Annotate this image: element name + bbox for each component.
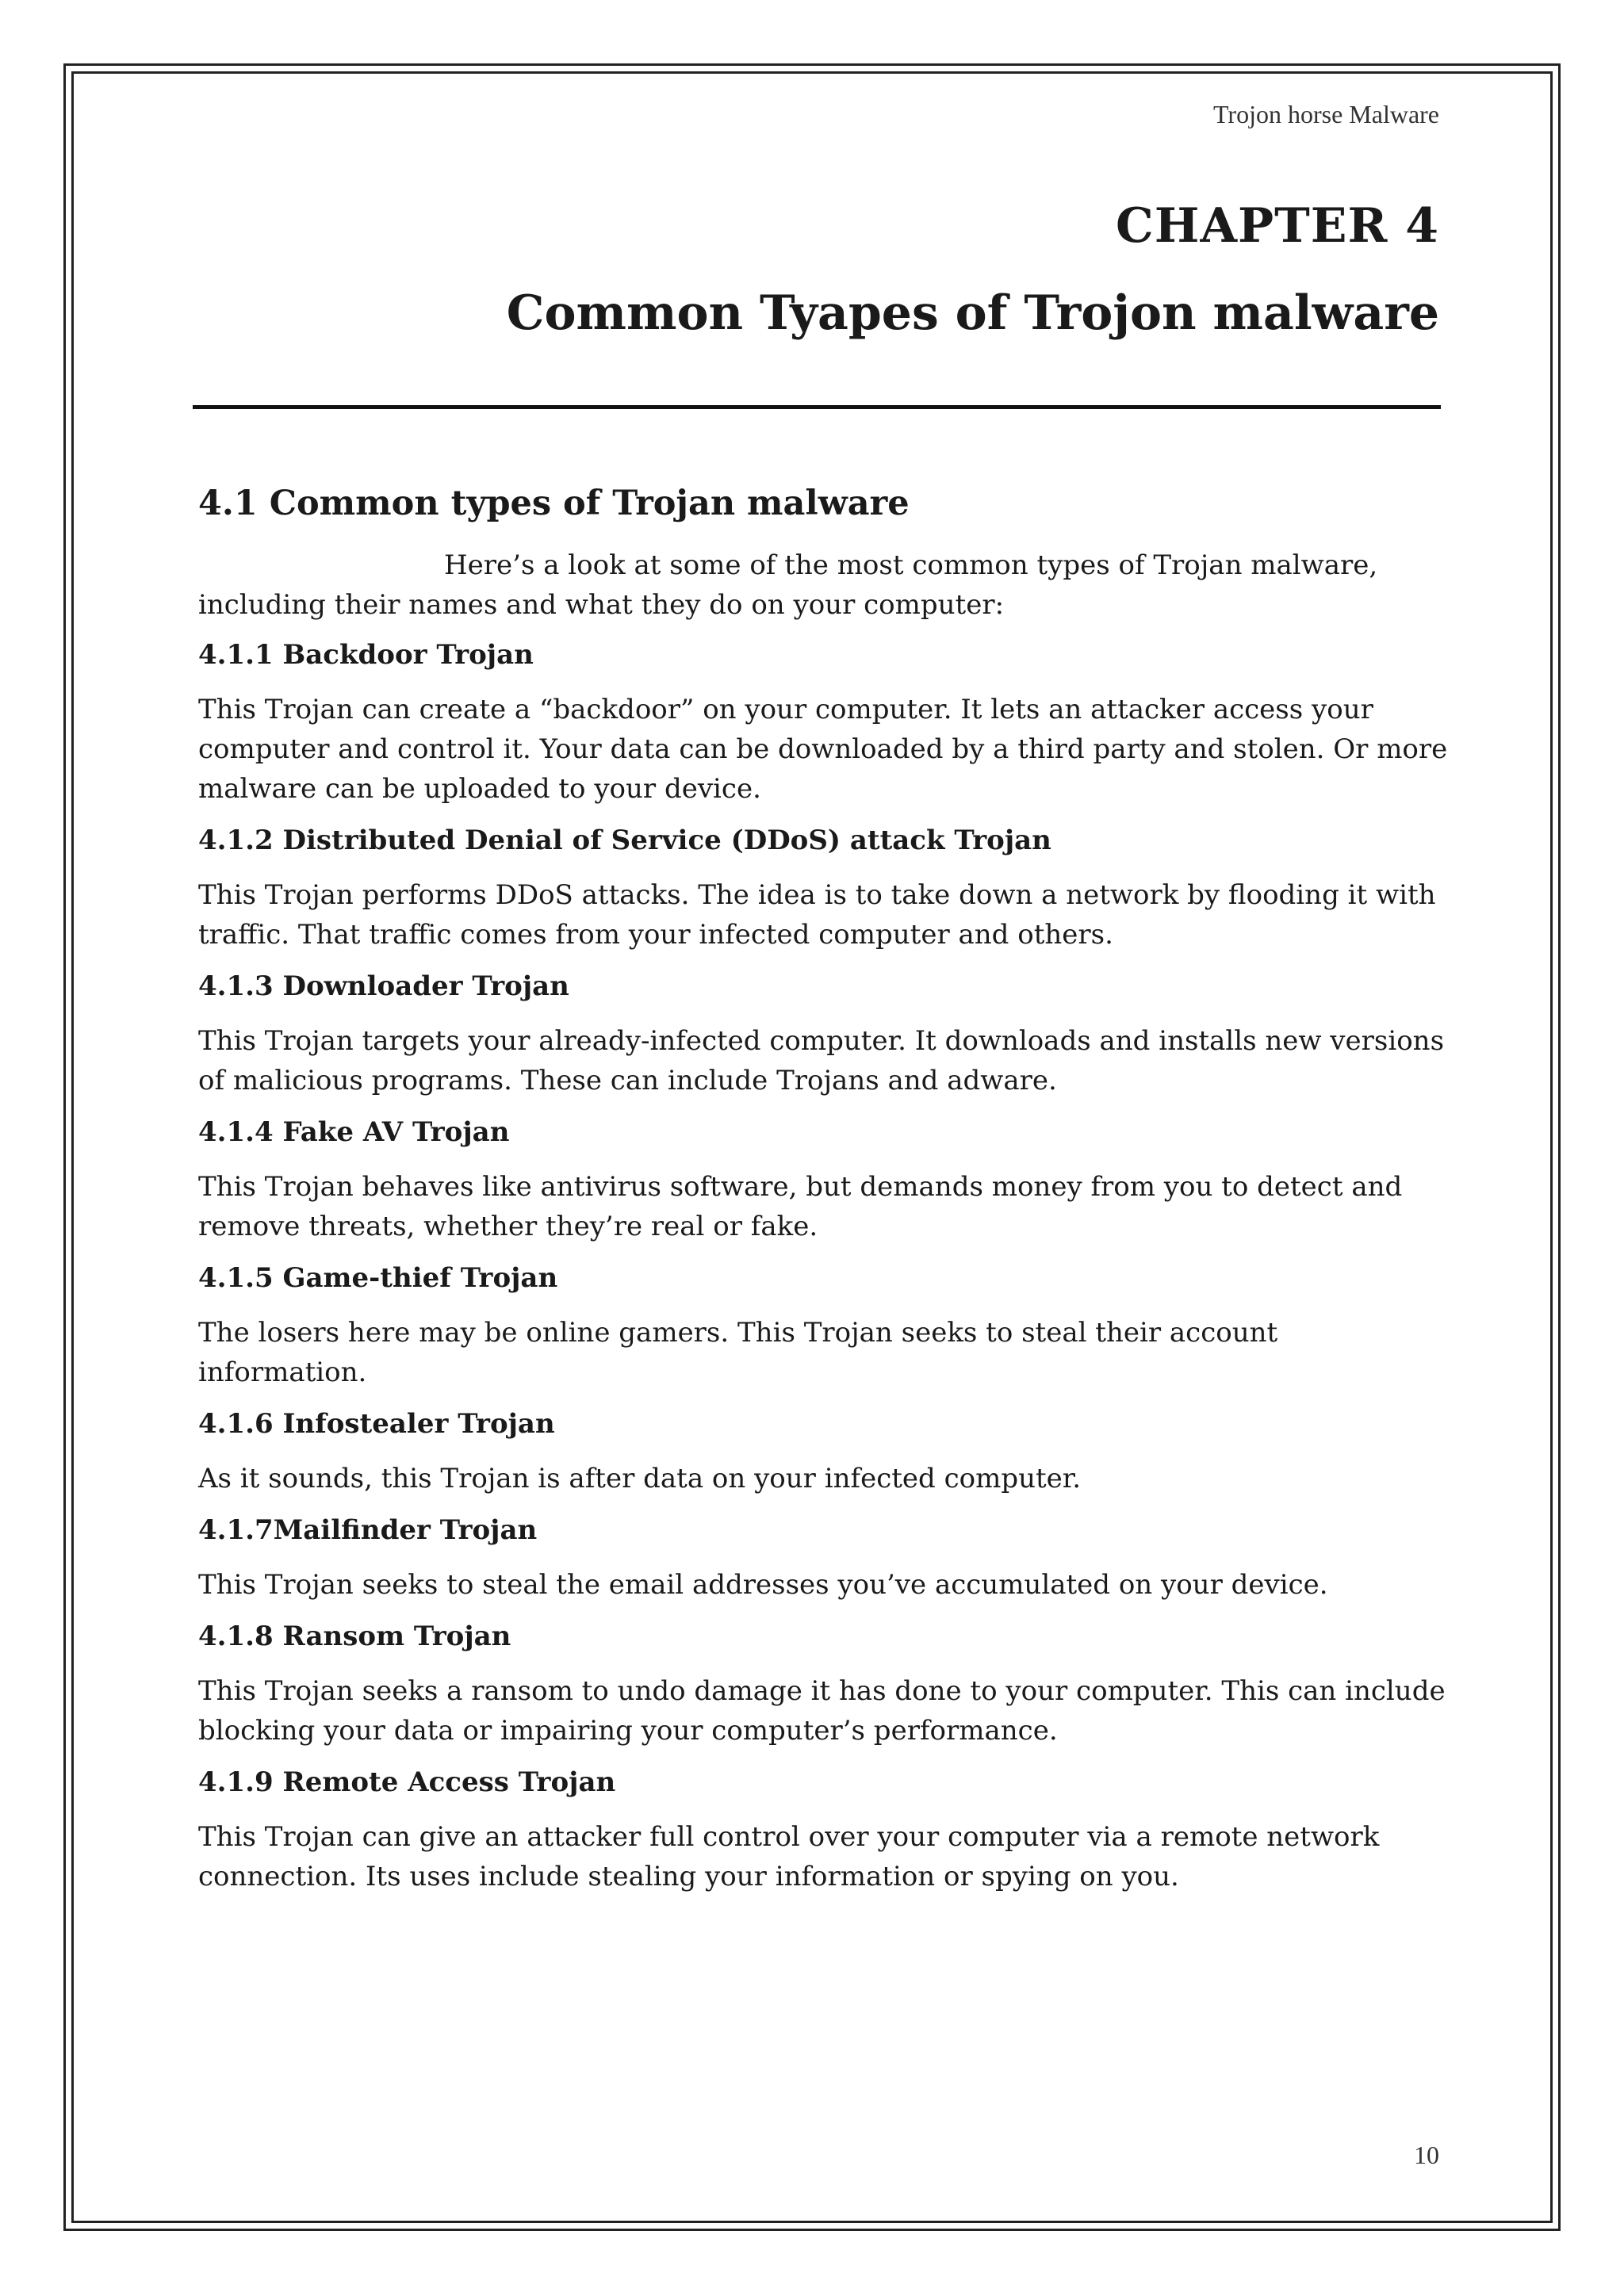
subsection-text-infostealer: As it sounds, this Trojan is after data on your infected computer. bbox=[198, 1463, 1082, 1494]
subsection-heading-ransom: 4.1.8 Ransom Trojan bbox=[198, 1621, 511, 1652]
running-header: Trojon horse Malware bbox=[1213, 100, 1439, 128]
subsection-heading-backdoor: 4.1.1 Backdoor Trojan bbox=[198, 639, 534, 671]
chapter-title: Common Tyapes of Trojon malware bbox=[506, 285, 1439, 341]
subsection-text-mailfinder: This Trojan seeks to steal the email addresses you’ve accumulated on your device. bbox=[198, 1569, 1328, 1601]
subsection-text-ddos: This Trojan performs DDoS attacks. The idea is to take down a network by flooding it with traffic. That traffic comes from your infected computer and others. bbox=[198, 879, 1436, 951]
subsection-text-ransom: This Trojan seeks a ransom to undo damage it has done to your computer. This can include blocking your data or impairing your computer’s performance. bbox=[198, 1675, 1446, 1747]
subsection-heading-game-thief: 4.1.5 Game-thief Trojan bbox=[198, 1262, 558, 1294]
subsection-heading-downloader: 4.1.3 Downloader Trojan bbox=[198, 970, 569, 1002]
title-divider bbox=[193, 405, 1441, 409]
chapter-label: CHAPTER 4 bbox=[1116, 198, 1439, 254]
page-number: 10 bbox=[1414, 2141, 1439, 2169]
subsection-text-fake-av: This Trojan behaves like antivirus software, but demands money from you to detect and remove threats, whether they’re real or fake. bbox=[198, 1171, 1403, 1242]
subsection-heading-remote-access: 4.1.9 Remote Access Trojan bbox=[198, 1766, 616, 1798]
subsection-text-downloader: This Trojan targets your already-infected computer. It downloads and installs new versions of malicious programs. These can include Trojans and adware. bbox=[198, 1025, 1445, 1096]
subsection-heading-mailfinder: 4.1.7Mailfinder Trojan bbox=[198, 1514, 538, 1546]
subsection-heading-ddos: 4.1.2 Distributed Denial of Service (DDoS) attack Trojan bbox=[198, 825, 1051, 856]
section-heading: 4.1 Common types of Trojan malware bbox=[198, 484, 910, 523]
subsection-text-game-thief: The losers here may be online gamers. This Trojan seeks to steal their account information. bbox=[198, 1317, 1278, 1388]
subsection-heading-infostealer: 4.1.6 Infostealer Trojan bbox=[198, 1408, 555, 1440]
subsection-text-remote-access: This Trojan can give an attacker full control over your computer via a remote network connection. Its uses include stealing your information or spying on you. bbox=[198, 1821, 1380, 1892]
main-content bbox=[198, 484, 1451, 1911]
section-intro: Here’s a look at some of the most common types of Trojan malware, including their names and what they do on your computer: bbox=[198, 549, 1378, 621]
subsection-text-backdoor: This Trojan can create a “backdoor” on your computer. It lets an attacker access your computer and control it. Your data can be downloaded by a third party and stolen. Or more malware can be uploaded to your device. bbox=[198, 694, 1448, 805]
subsection-heading-fake-av: 4.1.4 Fake AV Trojan bbox=[198, 1116, 510, 1148]
